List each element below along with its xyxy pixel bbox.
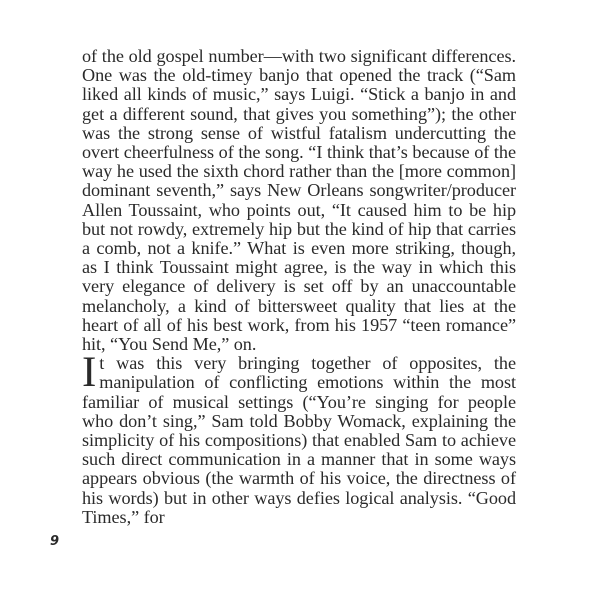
paragraph-body: t was this very bringing together of opposites, the manipulation of conflicting emotions within the most familiar of musical settings (“You’re singing for people who don’t sing,” Sam told Bobby Womack, explaining the simplicity of his compositions) that enabled Sam to achieve such direct communication in a manner that in some ways appears obvious (the warmth of his voice, the directness of his words) but in other ways defies logical analysis. “Good Times,” for: [82, 353, 516, 527]
body-text: [82, 47, 516, 527]
paragraph-with-dropcap: [82, 349, 516, 527]
paragraph: of the old gospel number—with two significant differences. One was the old-timey banjo that opened the track (“Sam liked all kinds of music,” says Luigi. “Stick a banjo in and get a different sound, that gives you something”); the other was the strong sense of wistful fatalism undercutting the overt cheerfulness of the song. “I think that’s because of the way he used the sixth chord rather than the [more common] dominant seventh,” says New Orleans songwriter/producer Allen Toussaint, who points out, “It caused him to be hip but not rowdy, extremely hip but the kind of hip that carries a comb, not a knife.” What is even more striking, though, as I think Toussaint might agree, is the way in which this very elegance of delivery is set off by an unaccountable melancholy, a kind of bittersweet quality that lies at the heart of all of his best work, from his 1957 “teen romance” hit, “You Send Me,” on.: [82, 46, 516, 355]
drop-cap: I: [82, 349, 97, 397]
page-number: 9: [50, 534, 60, 549]
